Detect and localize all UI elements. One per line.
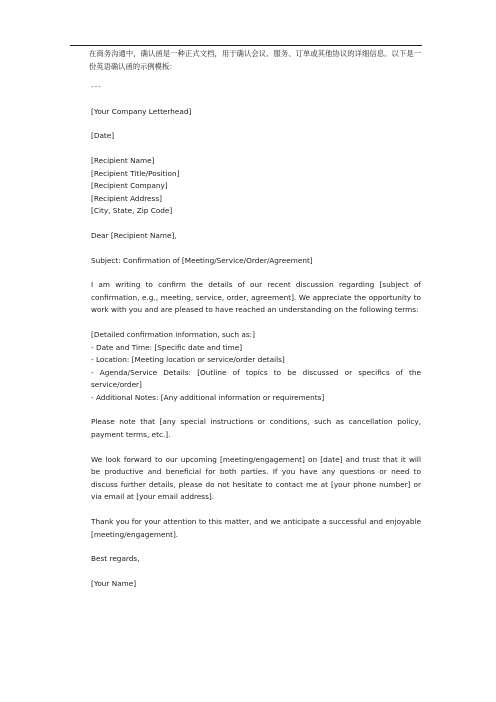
separator: ---: [91, 82, 102, 92]
recipient-company: [Recipient Company]: [91, 181, 168, 191]
recipient-name: [Recipient Name]: [91, 155, 155, 165]
paragraph-1: I am writing to confirm the details of our recent discussion regarding [subject of confirmation, e.g., meeting, service, order, agreement]. We appreciate the opportunity to work with you and are pleased to have reached an understanding on the following terms:: [91, 280, 421, 315]
detail-notes: - Additional Notes: [Any additional information or requirements]: [91, 392, 325, 402]
detail-agenda: - Agenda/Service Details: [Outline of topics to be discussed or specifics of the service/order]: [91, 367, 421, 390]
signature: [Your Name]: [91, 578, 137, 588]
recipient-title: [Recipient Title/Position]: [91, 168, 180, 178]
letter-date: [Date]: [91, 131, 115, 141]
recipient-city: [City, State, Zip Code]: [91, 206, 173, 216]
paragraph-2: Please note that [any special instructions or conditions, such as cancellation policy, payment terms, etc.].: [91, 417, 421, 440]
salutation: Dear [Recipient Name],: [91, 230, 177, 240]
detail-date-time: - Date and Time: [Specific date and time]: [91, 342, 243, 352]
intro-paragraph: 在商务沟通中，确认函是一种正式文档，用于确认会议、服务、订单或其他协议的详细信息。以下是一份英语确认函的示例模板：: [89, 49, 421, 71]
paragraph-4: Thank you for your attention to this matter, and we anticipate a successful and enjoyable [meeting/engagement].: [91, 517, 421, 539]
recipient-address: [Recipient Address]: [91, 193, 162, 203]
paragraph-3: We look forward to our upcoming [meeting/engagement] on [date] and trust that it will be productive and beneficial for both parties. If you have any questions or need to discuss further details, please do not hesitate to contact me at [your phone number] or via email at [your email address].: [91, 454, 421, 502]
letterhead: [Your Company Letterhead]: [91, 106, 192, 116]
details-title: [Detailed confirmation information, such as:]: [91, 329, 255, 339]
header-rule: [70, 45, 422, 46]
closing: Best regards,: [91, 554, 140, 564]
detail-location: - Location: [Meeting location or service/order details]: [91, 355, 285, 365]
document-body: [91, 48, 421, 590]
subject-line: Subject: Confirmation of [Meeting/Service/Order/Agreement]: [91, 255, 313, 265]
